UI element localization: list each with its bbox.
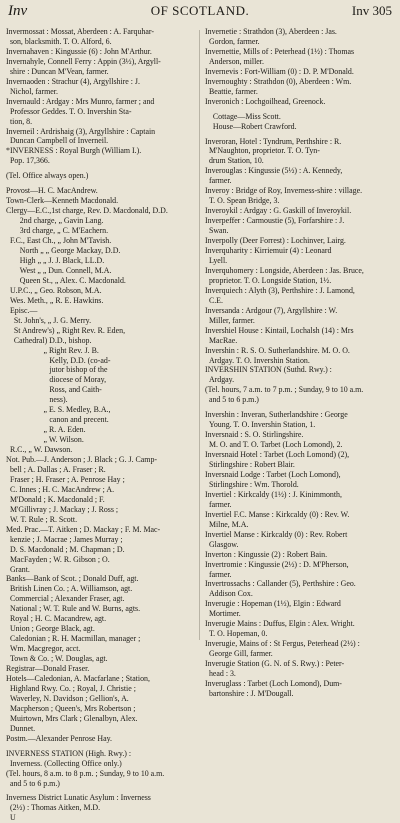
entry-line: Inverton : Kingussie (2) : Robert Bain.	[205, 549, 328, 559]
entry-line: *INVERNESS : Royal Burgh (William I.).	[6, 146, 142, 156]
entry-line: M'Naughton, proprietor. T. O. Tyn-	[205, 146, 320, 156]
entry-line: Nichol, farmer.	[6, 86, 58, 96]
entry-line: Inveroran, Hotel : Tyndrum, Perthshire : R.	[205, 136, 342, 146]
entry-line: farmer.	[205, 569, 232, 579]
entry-line: Caledonian ; R. H. Macmillan, manager ;	[6, 634, 141, 644]
entry-line: Anderson, miller.	[205, 56, 264, 66]
entry-line: Registrar—Donald Fraser.	[6, 664, 90, 674]
entry-line: Grant.	[6, 564, 30, 574]
entry-line: Provost—H. C. MacAndrew.	[6, 186, 98, 196]
entry-line: MacRae.	[205, 335, 238, 345]
entry-line: Royal ; H. C. Macandrew, agt.	[6, 614, 107, 624]
entry-line: Town-Clerk—Kenneth Macdonald.	[6, 196, 119, 206]
entry-line: Young. T. O. Invershin Station, 1.	[205, 420, 316, 430]
entry-line: F.C., East Ch., „ John M'Tavish.	[6, 236, 112, 246]
entry-line: M'Donald ; K. Macdonald ; F.	[6, 494, 105, 504]
entry-line: British Linen Co. ; A. Williamson, agt.	[6, 584, 133, 594]
entry-line: Waverley, N. Davidson ; Gellion's, A.	[6, 693, 129, 703]
entry-line: proprietor. T. O. Longside Station, 1½.	[205, 275, 332, 285]
entry-line: House—Robert Crawford.	[205, 121, 297, 131]
entry-line: Inveruglass : Tarbet (Loch Lomond), Dum-	[205, 679, 342, 688]
entry-line: MacFayden ; W. R. Gibson ; O.	[6, 554, 110, 564]
entry-line: Inveroykil : Ardgay : G. Gaskill of Inveroykil.	[205, 206, 352, 216]
entry-line: U	[6, 813, 16, 823]
entry-line: T. O. Spean Bridge, 3.	[205, 196, 280, 206]
entry-line: canon and precent.	[6, 415, 109, 425]
entry-line: Invertiel Manse : Kirkcaldy (0) : Rev. Robert	[205, 529, 348, 539]
entry-line: Professor Geddes. T. O. Invershin Sta-	[6, 106, 132, 116]
entry-line: Invernoughty : Strathdon (0), Aberdeen : Wm.	[205, 76, 352, 86]
running-header	[8, 3, 392, 25]
entry-line: Not. Pub.—J. Anderson ; J. Black ; G. J. Camp-	[6, 455, 158, 465]
entry-line: Inverugie Station (G. N. of S. Rwy.) : Peter-	[205, 659, 345, 669]
entry-line: Invermossat : Mossat, Aberdeen : A. Farquhar-	[6, 27, 154, 36]
entry-line: Dunnet.	[6, 723, 36, 733]
entry-line: jutor bishop of the	[6, 365, 108, 375]
entry-line: „ Right Rev. J. B.	[6, 345, 99, 355]
entry-line: tion, 8.	[6, 116, 33, 126]
entry-line: Inverness District Lunatic Asylum : Inverness	[6, 793, 151, 803]
entry-line: 3rd charge, „ C. M'Eachern.	[6, 226, 109, 236]
entry-line: Union ; George Black, agt.	[6, 624, 95, 634]
entry-line: Wes. Meth., „ R. E. Hawkins.	[6, 295, 104, 305]
entry-line: Inverquharity : Kirriemuir (4) : Leonard	[205, 246, 332, 256]
entry-line: Beattie, farmer.	[205, 86, 258, 96]
entry-line: INVERNESS STATION (High. Rwy.) :	[6, 748, 132, 758]
entry-line: Cathedral) D.D., bishop.	[6, 335, 92, 345]
entry-line: Inverquhomery : Longside, Aberdeen : Jas. Bruce,	[205, 265, 364, 275]
entry-line: ness).	[6, 395, 68, 405]
entry-line: „ R. A. Eden.	[6, 425, 86, 435]
column-divider	[199, 30, 200, 640]
entry-line: and 5 to 6 p.m.)	[205, 395, 259, 405]
entry-line: Town & Co. ; W. Douglas, agt.	[6, 654, 108, 664]
entry-line: Clergy—E.C.,1st charge, Rev. D. Macdonald, D.D.	[6, 206, 168, 216]
entry-line: Addison Cox.	[205, 589, 253, 599]
entry-line: Inveronich : Lochgoilhead, Greenock.	[205, 96, 326, 106]
entry-line: C.E.	[205, 295, 223, 305]
entry-line: Inverpeffer : Carmoustie (5), Forfarshire : J.	[205, 216, 345, 226]
entry-line: Invershin : R. S. O. Sutherlandshire. M. O. O.	[205, 345, 350, 355]
entry-line: Macpherson ; Queen's, Mrs Robertson ;	[6, 703, 136, 713]
entry-line: Ross, and Caith-	[6, 385, 102, 395]
entry-line: Invertrossachs : Callander (5), Perthshire : Geo.	[205, 579, 356, 589]
header-page-number: Inv 305	[351, 3, 392, 18]
entry-line: (Tel. hours, 8 a.m. to 8 p.m. ; Sunday, 9 to 10 a.m.	[6, 768, 165, 778]
entry-line: C. Innes ; H. C. MacAndrew ; A.	[6, 484, 115, 494]
entry-line: Stirlingshire : Robert Blair.	[205, 460, 295, 470]
entry-line: Lyell.	[205, 255, 228, 265]
entry-line: High „ „ J. J. Black, LL.D.	[6, 255, 105, 265]
entry-line: Cottage—Miss Scott.	[205, 111, 281, 121]
entry-line: Inverness. (Collecting Office only.)	[6, 758, 122, 768]
entry-line: Invertiel : Kirkcaldy (1½) : J. Kinimmonth,	[205, 489, 342, 499]
entry-line: Swan.	[205, 226, 229, 236]
entry-line: Episc.—	[6, 305, 38, 315]
entry-line: Invernauld : Ardgay : Mrs Munro, farmer ; and	[6, 96, 155, 106]
entry-line: Invernevis : Fort-William (0) : D. P. M'Donald.	[205, 66, 354, 76]
entry-line: Invertromie : Kingussie (2½) : D. M'Pherson,	[205, 559, 349, 569]
entry-line: West „ „ Dun. Connell, M.A.	[6, 265, 112, 275]
entry-line: and 5 to 6 p.m.)	[6, 778, 60, 788]
entry-line: Commercial ; Alexander Fraser, agt.	[6, 594, 125, 604]
entry-line: INVERSHIN STATION (Suthd. Rwy.) :	[205, 365, 332, 375]
entry-line: Inverpolly (Deer Forrest) : Lochinver, Lairg.	[205, 236, 346, 246]
entry-line: North „ „ George Mackay, D.D.	[6, 246, 121, 256]
entry-line: Glasgow.	[205, 539, 239, 549]
entry-line: Inverugie, Mains of : St Fergus, Peterhead (2½) :	[205, 639, 360, 649]
entry-line: Banks—Bank of Scot. ; Donald Duff, agt.	[6, 574, 139, 584]
entry-line: Invernettie, Mills of : Peterhead (1½) : Thomas	[205, 46, 355, 56]
entry-line: Postm.—Alexander Penrose Hay.	[6, 733, 112, 743]
entry-line: Milne, M.A.	[205, 519, 249, 529]
entry-line: Invernetie : Strathdon (3), Aberdeen : Jas.	[205, 27, 337, 36]
entry-line: Hotels—Caledonian, A. Macfarlane ; Station,	[6, 674, 150, 683]
entry-line: R.C., „ W. Dawson.	[6, 445, 73, 455]
entry-line: T. O. Hopeman, 0.	[205, 629, 268, 639]
entry-line: Inveroy : Bridge of Roy, Inverness-shire : village.	[205, 186, 363, 196]
entry-line: son, blacksmith. T. O. Alford, 6.	[6, 36, 112, 46]
entry-line: „ E. S. Medley, B.A.,	[6, 405, 111, 415]
entry-line: bartonshire : J. M'Dougall.	[205, 688, 294, 698]
entry-line: Stirlingshire : Wm. Thorold.	[205, 479, 299, 489]
entry-line: Pop. 17,366.	[6, 156, 50, 166]
entry-line: Inversnaid Hotel : Tarbet (Loch Lomond) (2),	[205, 450, 350, 460]
header-left: Inv	[8, 3, 28, 19]
header-title: OF SCOTLAND.	[150, 3, 250, 18]
entry-line: (Tel. hours, 7 a.m. to 7 p.m. ; Sunday, 9 to 10 a.m.	[205, 385, 364, 395]
entry-line: Inversnaid Lodge : Tarbet (Loch Lomond),	[205, 469, 341, 479]
entry-line: farmer.	[205, 499, 232, 509]
entry-line: drum Station, 10.	[205, 156, 264, 166]
left-column	[6, 27, 195, 823]
entry-line: Invershiel House : Kintail, Lochalsh (14) : Mrs	[205, 325, 354, 335]
entry-line: Miller, farmer.	[205, 315, 255, 325]
entry-line: head : 3.	[205, 669, 236, 679]
entry-line: Inverquiech : Alyth (3), Perthshire : J. Lamond,	[205, 285, 355, 295]
entry-line: Ardgay. T. O. Invershin Station.	[205, 355, 310, 365]
right-column	[205, 27, 395, 698]
entry-line: Invernaoden : Strachur (4), Argyllshire : J.	[6, 76, 140, 86]
entry-line: Queen St., „ Alex. C. Macdonald.	[6, 275, 126, 285]
entry-line: M. O. and T. O. Tarbet (Loch Lomond), 2.	[205, 440, 343, 450]
entry-line: Inverneil : Ardrishaig (3), Argyllshire : Captain	[6, 126, 156, 136]
entry-line: Fraser ; H. Fraser ; A. Penrose Hay ;	[6, 474, 125, 484]
entry-line: Invershin : Inveran, Sutherlandshire : George	[205, 410, 348, 420]
entry-line: Highland Rwy. Co. ; Royal, J. Christie ;	[6, 683, 136, 693]
entry-line: Wm. Macgregor, acct.	[6, 644, 81, 654]
entry-line: Inverugie : Hopeman (1½), Elgin : Edward	[205, 599, 341, 609]
entry-line: (Tel. Office always open.)	[6, 171, 89, 181]
entry-line: St. John's, „ J. G. Merry.	[6, 315, 92, 325]
entry-line: St Andrew's) „ Right Rev. R. Eden,	[6, 325, 126, 335]
entry-line: Kelly, D.D. (co-ad-	[6, 355, 111, 365]
entry-line: M'Gillivray ; J. Mackay ; J. Ross ;	[6, 504, 119, 514]
entry-line: Invernahyle, Connell Ferry : Appin (3½), Argyll-	[6, 56, 161, 66]
entry-line: D. S. Macdonald ; M. Chapman ; D.	[6, 544, 125, 554]
entry-line: Ardgay.	[205, 375, 235, 385]
entry-line: W. T. Rule ; R. Scott.	[6, 514, 78, 524]
entry-line: „ W. Wilson.	[6, 435, 84, 445]
entry-line: (2½) : Thomas Aitken, M.D.	[6, 803, 101, 813]
entry-line: George Gill, farmer.	[205, 649, 273, 659]
entry-line: Med. Prac.—T. Aitken ; D. Mackay ; F. M. Mac-	[6, 524, 161, 534]
entry-line: Invernahaven : Kingussie (6) : John M'Arthur.	[6, 46, 152, 56]
entry-line: shire : Duncan M'Vean, farmer.	[6, 66, 109, 76]
entry-line: U.P.C., „ Geo. Robson, M.A.	[6, 285, 102, 295]
entry-line: diocese of Moray,	[6, 375, 107, 385]
entry-line: National ; W. T. Rule and W. Burns, agts.	[6, 604, 141, 614]
entry-line: Inverouglas : Kingussie (5½) : A. Kennedy,	[205, 166, 343, 176]
entry-line: Muirtown, Mrs Clark ; Glenalbyn, Alex.	[6, 713, 138, 723]
entry-line: Invertiel F.C. Manse : Kirkcaldy (0) : Rev. W.	[205, 509, 350, 519]
entry-line: Mortimer.	[205, 609, 241, 619]
entry-line: farmer.	[205, 176, 232, 186]
entry-line: Inverugie Mains : Duffus, Elgin : Alex. Wright.	[205, 619, 355, 629]
entry-line: Gordon, farmer.	[205, 36, 260, 46]
entry-line: Duncan Campbell of Inverneil.	[6, 136, 109, 146]
entry-line: kenzie ; J. Macrae ; James Murray ;	[6, 534, 123, 544]
entry-line: bell ; A. Dallas ; A. Fraser ; R.	[6, 464, 106, 474]
entry-line: Inversnaid : S. O. Stirlingshire.	[205, 430, 304, 440]
entry-line: Inversanda : Ardgour (7), Argyllshire : W.	[205, 305, 338, 315]
entry-line: 2nd charge, „ Gavin Lang.	[6, 216, 104, 226]
